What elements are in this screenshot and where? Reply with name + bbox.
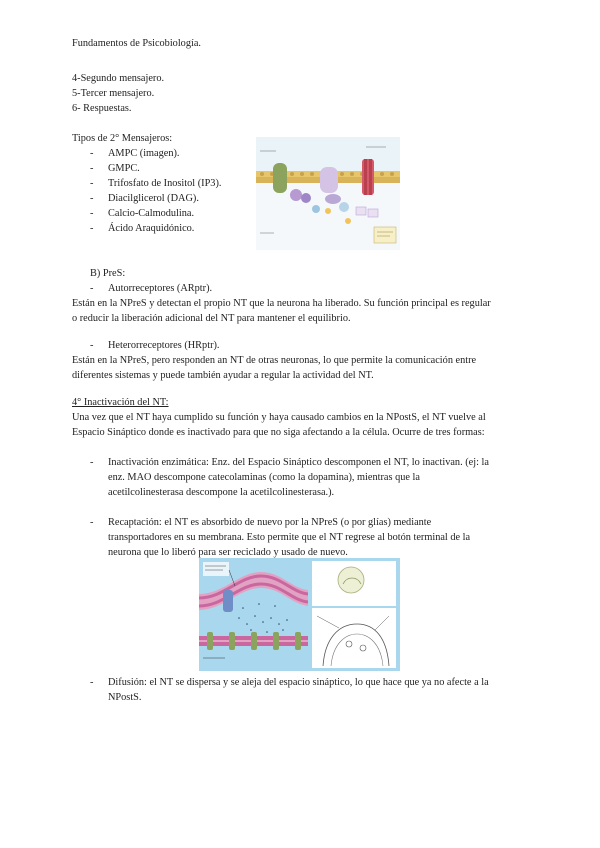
intro-item: 5-Tercer mensajero.	[72, 88, 155, 99]
enzymatic-line: enz. MAO descompone catecolaminas (como la dopamina), mientras que la	[108, 472, 420, 483]
list-item: Diacilglicerol (DAG).	[108, 193, 199, 204]
reuptake-line: Recaptación: el NT es absorbido de nuevo por la NPreS (o por glías) mediante	[108, 517, 432, 528]
intro-item: 4-Segundo mensajero.	[72, 73, 165, 84]
bullet-dash: -	[90, 208, 94, 219]
bullet-dash: -	[90, 178, 94, 189]
list-item: GMPC.	[108, 163, 140, 174]
bullet-dash: -	[90, 163, 94, 174]
list-item: Trifosfato de Inositol (IP3).	[108, 178, 222, 189]
list-item: AMPC (imagen).	[108, 148, 180, 159]
bullet-dash: -	[90, 677, 94, 688]
paragraph-line: diferentes sistemas y puede también ayudar a regular la actividad del NT.	[72, 370, 374, 381]
enzymatic-line: acetilcolinesterasa descompone la acetilcolinesterasa.).	[108, 487, 335, 498]
bullet-dash: -	[90, 340, 94, 351]
diffusion-line: Difusión: el NT se dispersa y se aleja del espacio sináptico, lo que hace que ya no afecte a la	[108, 677, 489, 688]
heteroreceptor-item: Heterorreceptores (HRptr).	[108, 340, 220, 351]
list-item: Calcio-Calmodulina.	[108, 208, 195, 219]
autoreceptor-item: Autorreceptores (ARptr).	[108, 283, 213, 294]
paragraph-line: Espacio Sináptico donde es inactivado para que no siga afectando a la célula. Ocurre de tres formas:	[72, 427, 485, 438]
bullet-dash: -	[90, 223, 94, 234]
section-heading: 4° Inactivación del NT:	[72, 397, 169, 408]
paragraph-line: Están en la NPreS, pero responden an NT de otras neuronas, lo que permite la comunicación entre	[72, 355, 477, 366]
pres-label: B) PreS:	[90, 268, 126, 279]
bullet-dash: -	[90, 148, 94, 159]
paragraph-line: Están en la NPreS y detectan el propio NT que la neurona ha liberado. Su función principal es regular	[72, 298, 491, 309]
paragraph-line: o reducir la liberación adicional del NT para mantener el equilibrio.	[72, 313, 351, 324]
intro-item: 6- Respuestas.	[72, 103, 132, 114]
reuptake-line: transportadores en su membrana. Esto permite que el NT regrese al botón terminal de la	[108, 532, 471, 543]
second-messengers-heading: Tipos de 2° Mensajeros:	[72, 133, 173, 144]
paragraph-line: Una vez que el NT haya cumplido su función y haya causado cambios en la NPostS, el NT vuelve al	[72, 412, 486, 423]
diffusion-line: NPostS.	[108, 692, 142, 703]
enzymatic-line: Inactivación enzimática: Enz. del Espacio Sináptico descomponen el NT, lo inactivan. (ej: la	[108, 457, 489, 468]
camp-pathway-image	[256, 137, 400, 250]
reuptake-line: neurona que lo liberó para ser reciclado y usado de nuevo.	[108, 547, 348, 558]
bullet-dash: -	[90, 457, 94, 468]
bullet-dash: -	[90, 193, 94, 204]
bullet-dash: -	[90, 517, 94, 528]
bullet-dash: -	[90, 283, 94, 294]
synapse-reuptake-image	[199, 558, 400, 671]
page-title: Fundamentos de Psicobiología.	[72, 38, 201, 49]
list-item: Ácido Araquidónico.	[108, 223, 195, 234]
